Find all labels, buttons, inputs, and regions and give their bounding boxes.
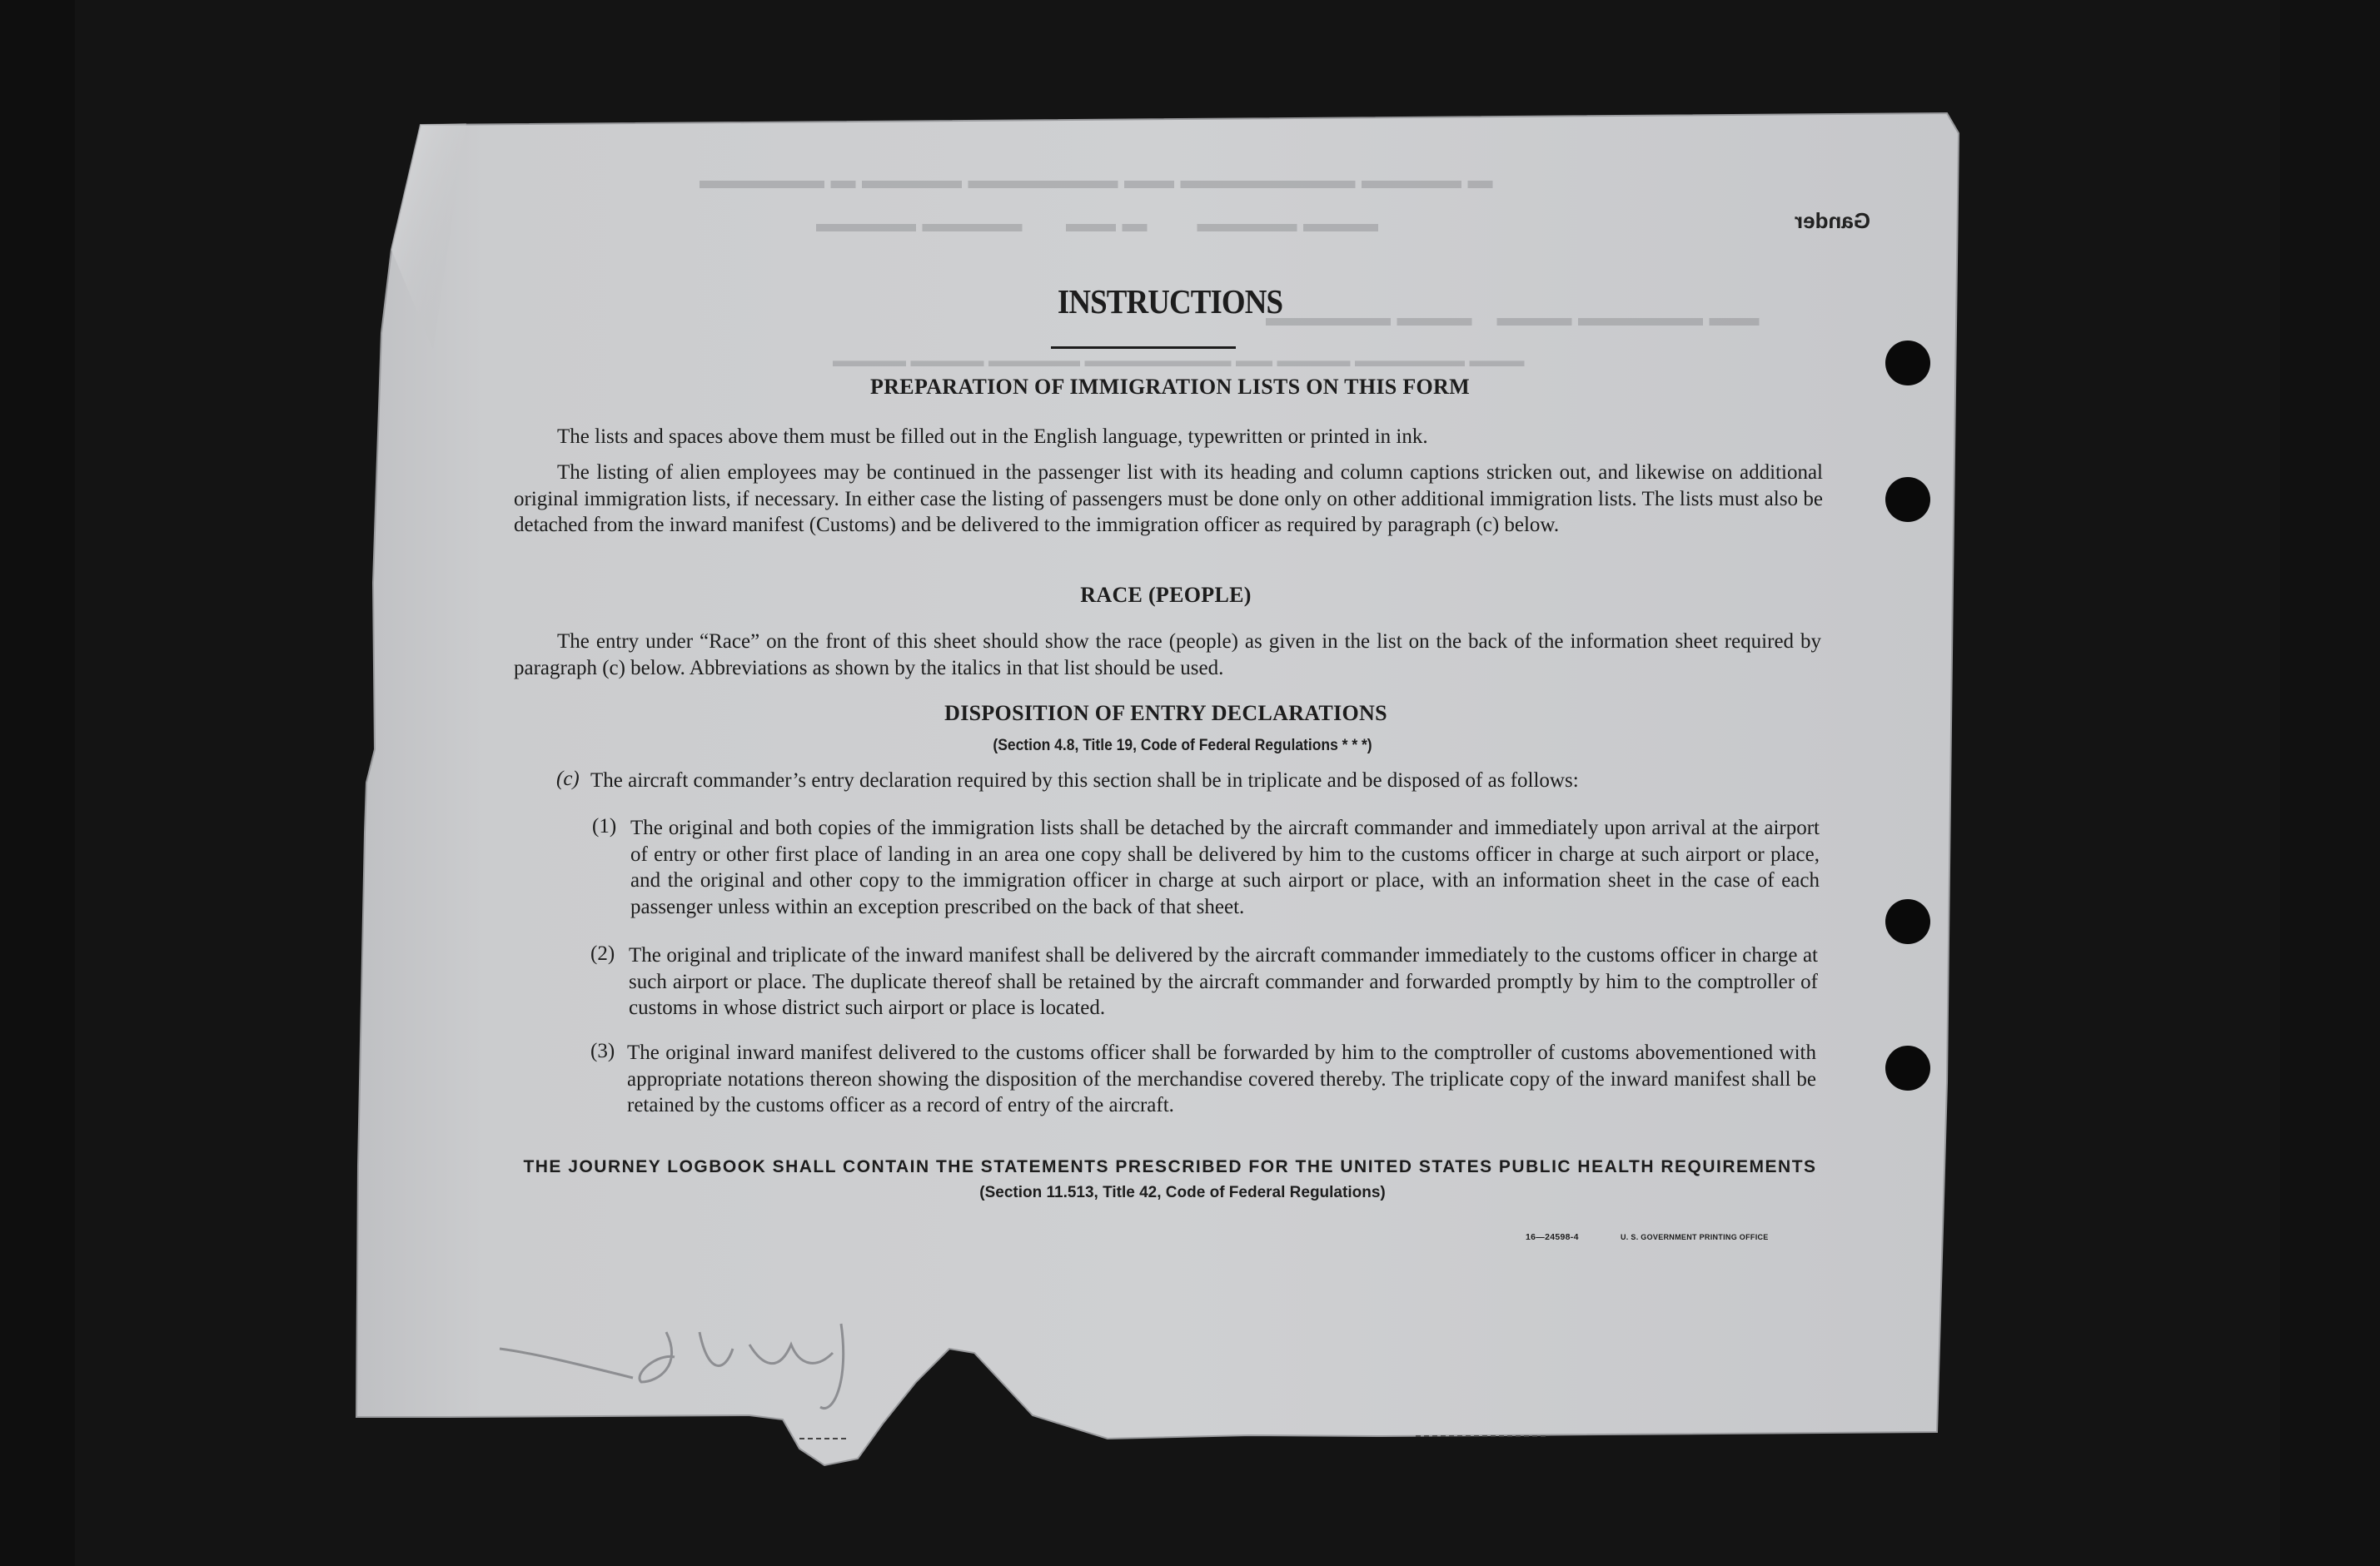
disposition-intro-marker: (c) [556, 768, 580, 790]
section-heading-disposition: DISPOSITION OF ENTRY DECLARATIONS [944, 701, 1387, 725]
footer-statement: THE JOURNEY LOGBOOK SHALL CONTAIN THE STATEMENTS PRESCRIBED FOR THE UNITED STATES PUBLIC HEALTH REQUIREMENTS [523, 1157, 1817, 1176]
disposition-item-2-text: The original and triplicate of the inward manifest shall be delivered by the aircraft commander immediately to the customs officer in charge at such airport or place. The duplicate thereof shall be retained by the aircraft commander and forwarded promptly by him to the comptroller of customs in whose district such airport or place is located. [629, 944, 1818, 1019]
bleedthrough-stamp: Gander [1795, 208, 1871, 233]
printer-imprint: U. S. GOVERNMENT PRINTING OFFICE [1621, 1233, 1769, 1241]
race-para-text: The entry under “Race” on the front of this sheet should show the race (people) as given in the list on the back of the information sheet required by paragraph (c) below. Abbreviations as shown by the italics in that list should be used. [514, 630, 1821, 679]
disposition-item-3-text: The original inward manifest delivered to the customs officer shall be forwarded by him to the comptroller of customs abovementioned with appropriate notations thereon showing the disposition of the merchandise covered thereby. The triplicate copy of the inward manifest shall be retained by the customs officer as a record of entry of the aircraft. [627, 1042, 1816, 1116]
preparation-para-2 [514, 460, 1823, 539]
form-number: 16—24598-4 [1526, 1232, 1579, 1242]
disposition-item-1 [630, 815, 1820, 920]
preparation-para-2-text: The listing of alien employees may be continued in the passenger list with its heading and column captions stricken out, and likewise on additional original immigration lists, if necessary. In either case the listing of passengers must be done only on other additional immigration lists. The lists must also be detached from the inward manifest (Customs) and be delivered to the immigration officer as required by paragraph (c) below. [514, 461, 1823, 536]
preparation-para-1-text: The lists and spaces above them must be filled out in the English language, typewritten or printed in ink. [557, 425, 1428, 448]
footer-reference: (Section 11.513, Title 42, Code of Federal Regulations) [979, 1184, 1386, 1201]
disposition-intro [590, 768, 1823, 794]
disposition-intro-text: The aircraft commander’s entry declaration required by this section shall be in triplicate and be disposed of as follows: [590, 769, 1579, 792]
disposition-item-1-text: The original and both copies of the immigration lists shall be detached by the aircraft commander and immediately upon arrival at the airport of entry or other first place of landing in an area one copy shall be delivered by him to the customs officer in charge at such airport or place, and the original and other copy to the immigration officer in charge at such airport or place, with an information sheet in the case of each passenger unless within an exception prescribed on the back of that sheet. [630, 817, 1820, 918]
section-heading-race: RACE (PEOPLE) [1080, 583, 1252, 607]
preparation-para-1 [514, 424, 1823, 450]
page-title: INSTRUCTIONS [1057, 282, 1283, 321]
section-heading-preparation: PREPARATION OF IMMIGRATION LISTS ON THIS FORM [870, 375, 1470, 399]
disposition-item-2 [629, 942, 1818, 1022]
disposition-reference: (Section 4.8, Title 19, Code of Federal Regulations * * *) [993, 737, 1372, 754]
bleedthrough-ghost-line: ▬▬▬ ▬▬▬▬▬▬ ▬▬▬▬ ▬▬ ▬▬▬▬▬▬▬▬ ▬▬▬▬▬ ▬▬▬▬ ▬▬▬▬ [833, 350, 1525, 370]
disposition-item-2-number: (2) [590, 942, 615, 965]
bleedthrough-ghost-line: ▬ ▬▬▬▬ ▬▬▬▬▬▬▬ ▬▬ ▬▬▬▬▬▬ ▬▬▬▬ ▬ ▬▬▬▬▬ [700, 167, 1493, 194]
bleedthrough-ghost-line: ▬▬▬ ▬▬▬▬ ▬ ▬▬ ▬▬▬▬ ▬▬▬▬ [816, 210, 1378, 237]
disposition-item-1-number: (1) [592, 815, 617, 838]
disposition-item-3 [627, 1040, 1816, 1119]
title-underline [1051, 346, 1236, 349]
race-para [514, 629, 1821, 681]
disposition-item-3-number: (3) [590, 1040, 615, 1062]
bleedthrough-ghost-line: ▬▬ ▬▬▬▬▬ ▬▬▬ ▬▬▬ ▬▬▬▬▬ [1266, 304, 1760, 331]
